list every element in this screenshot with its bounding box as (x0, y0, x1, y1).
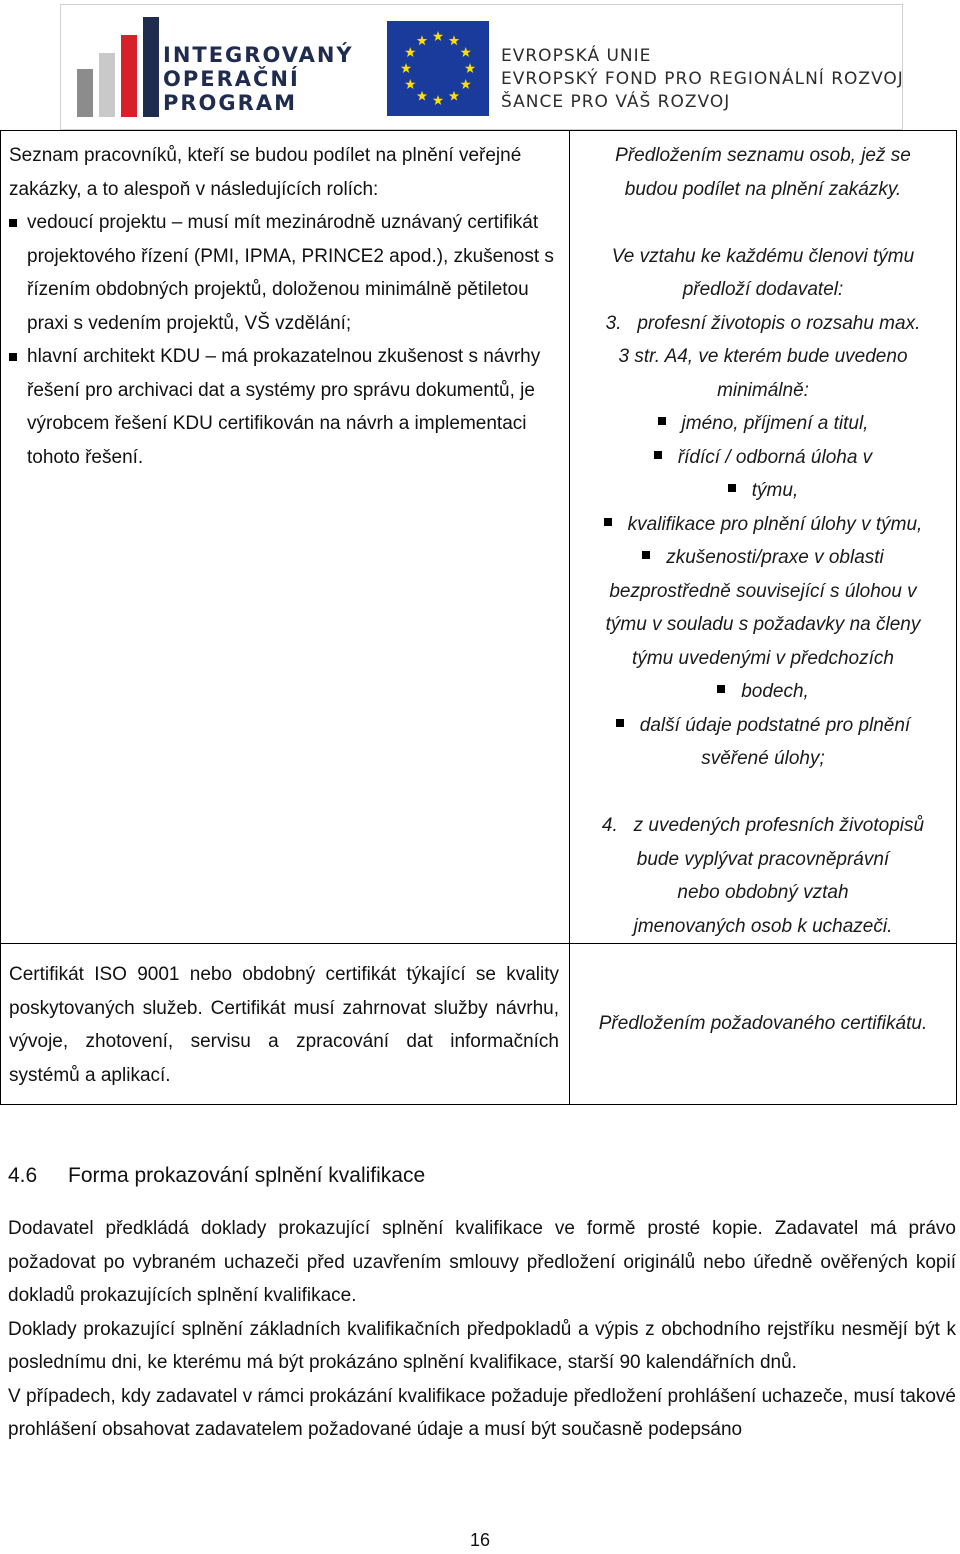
evidence-line: jméno, příjmení a titul, (580, 407, 946, 441)
table-cell-requirement (1, 944, 570, 1105)
evidence-line: zkušenosti/praxe v oblasti (580, 541, 946, 575)
evidence-line: minimálně: (717, 379, 809, 401)
evidence-line (580, 206, 946, 240)
bullet-icon (717, 685, 725, 693)
evidence-line: nebo obdobný vztah (677, 882, 849, 903)
paragraph: V případech, kdy zadavatel v rámci prokázání kvalifikace požaduje předložení prohlášení uchazeče, musí takové prohlášení obsahovat zadavatelem požadované údaje a musí být současně podepsáno (8, 1385, 956, 1440)
evidence-line (580, 776, 946, 810)
bullet-icon (658, 417, 666, 425)
evidence-line: Předložením seznamu osob, jež se (615, 145, 911, 166)
evidence-line: týmu, (580, 474, 946, 508)
bullet-icon (604, 518, 612, 526)
iso-evidence: Předložením požadovaného certifikátu. (598, 1013, 928, 1035)
qualification-table (0, 130, 957, 1105)
evidence-line: Ve vztahu ke každému členovi týmu (611, 245, 915, 267)
evidence-line: 3 str. A4, ve kterém bude uvedeno (618, 346, 908, 367)
evidence-line: předloží dodavatel: (682, 279, 844, 300)
evidence-line: týmu uvedenými v předchozích (632, 647, 894, 669)
bullet-icon (616, 719, 624, 727)
evidence-line: 4. z uvedených profesních životopisů (601, 815, 925, 836)
eu-text (501, 45, 904, 114)
evidence-line: bezprostředně související s úlohou v (609, 580, 917, 602)
evidence-line: budou podílet na plnění zakázky. (624, 178, 902, 200)
evidence-line: bude vyplývat pracovněprávní (636, 848, 890, 870)
evidence-line: bodech, (580, 675, 946, 709)
requirement-list (9, 206, 559, 474)
header-logo-band (60, 4, 903, 130)
requirement-intro: Seznam pracovníků, kteří se budou podílet na plnění veřejné zakázky, a to alespoň v následujících rolích: (9, 145, 522, 200)
list-item: vedoucí projektu – musí mít mezinárodně uznávaný certifikát projektového řízení (PMI, IPMA, PRINCE2 apod.), zkušenost s řízením obdobných projektů, doloženou minimálně pětiletou praxi s vedením projektů, VŠ vzdělání; (9, 206, 559, 340)
evidence-line: svěřené úlohy; (701, 748, 825, 769)
eu-line: EVROPSKÁ UNIE (501, 46, 652, 66)
section-title: Forma prokazování splnění kvalifikace (68, 1164, 426, 1187)
table-row (1, 131, 957, 944)
evidence-line: 3. profesní životopis o rozsahu max. (605, 312, 921, 334)
evidence-line: další údaje podstatné pro plnění (580, 709, 946, 743)
iso-requirement: Certifikát ISO 9001 nebo obdobný certifikát týkající se kvality poskytovaných služeb. Certifikát musí zahrnovat služby návrhu, vývoje, zhotovení, servisu a zpracování dat informačních systémů a aplikací. (9, 964, 559, 1086)
page-number: 16 (469, 1530, 491, 1550)
paragraph: Dodavatel předkládá doklady prokazující splnění kvalifikace ve formě prosté kopie. Zadavatel má právo požadovat po vybraném uchazeči před uzavřením smlouvy předložení originálů nebo úředně ověřených kopií dokladů prokazujících splnění kvalifikace. (8, 1218, 956, 1306)
list-item: hlavní architekt KDU – má prokazatelnou zkušenost s návrhy řešení pro archivaci dat a systémy pro správu dokumentů, je výrobcem řešení KDU certifikován na návrh a implementaci tohoto řešení. (9, 340, 559, 474)
evidence-line: jmenovaných osob k uchazeči. (633, 915, 893, 937)
bullet-icon (654, 451, 662, 459)
bullet-icon (642, 551, 650, 559)
section-number: 4.6 (8, 1164, 38, 1187)
evidence-line: týmu v souladu s požadavky na členy (605, 614, 921, 635)
table-cell-evidence (570, 944, 957, 1105)
evidence-line: řídící / odborná úloha v (580, 441, 946, 475)
bullet-icon (728, 484, 736, 492)
eu-line: ŠANCE PRO VÁŠ ROZVOJ (501, 92, 731, 112)
section-heading (8, 1164, 425, 1188)
eu-line: EVROPSKÝ FOND PRO REGIONÁLNÍ ROZVOJ (501, 69, 904, 89)
table-row (1, 944, 957, 1105)
section-body (8, 1212, 956, 1447)
paragraph: Doklady prokazující splnění základních kvalifikačních předpokladů a výpis z obchodního rejstříku nesmějí být k poslednímu dni, ke kterému má být prokázáno splnění kvalifikace, starší 90 kalendářních dnů. (8, 1318, 956, 1373)
table-cell-evidence (570, 131, 957, 944)
table-cell-requirement (1, 131, 570, 944)
iop-logo-text: INTEGROVANÝ OPERAČNÍ PROGRAM (163, 43, 354, 115)
evidence-line: kvalifikace pro plnění úlohy v týmu, (580, 508, 946, 542)
